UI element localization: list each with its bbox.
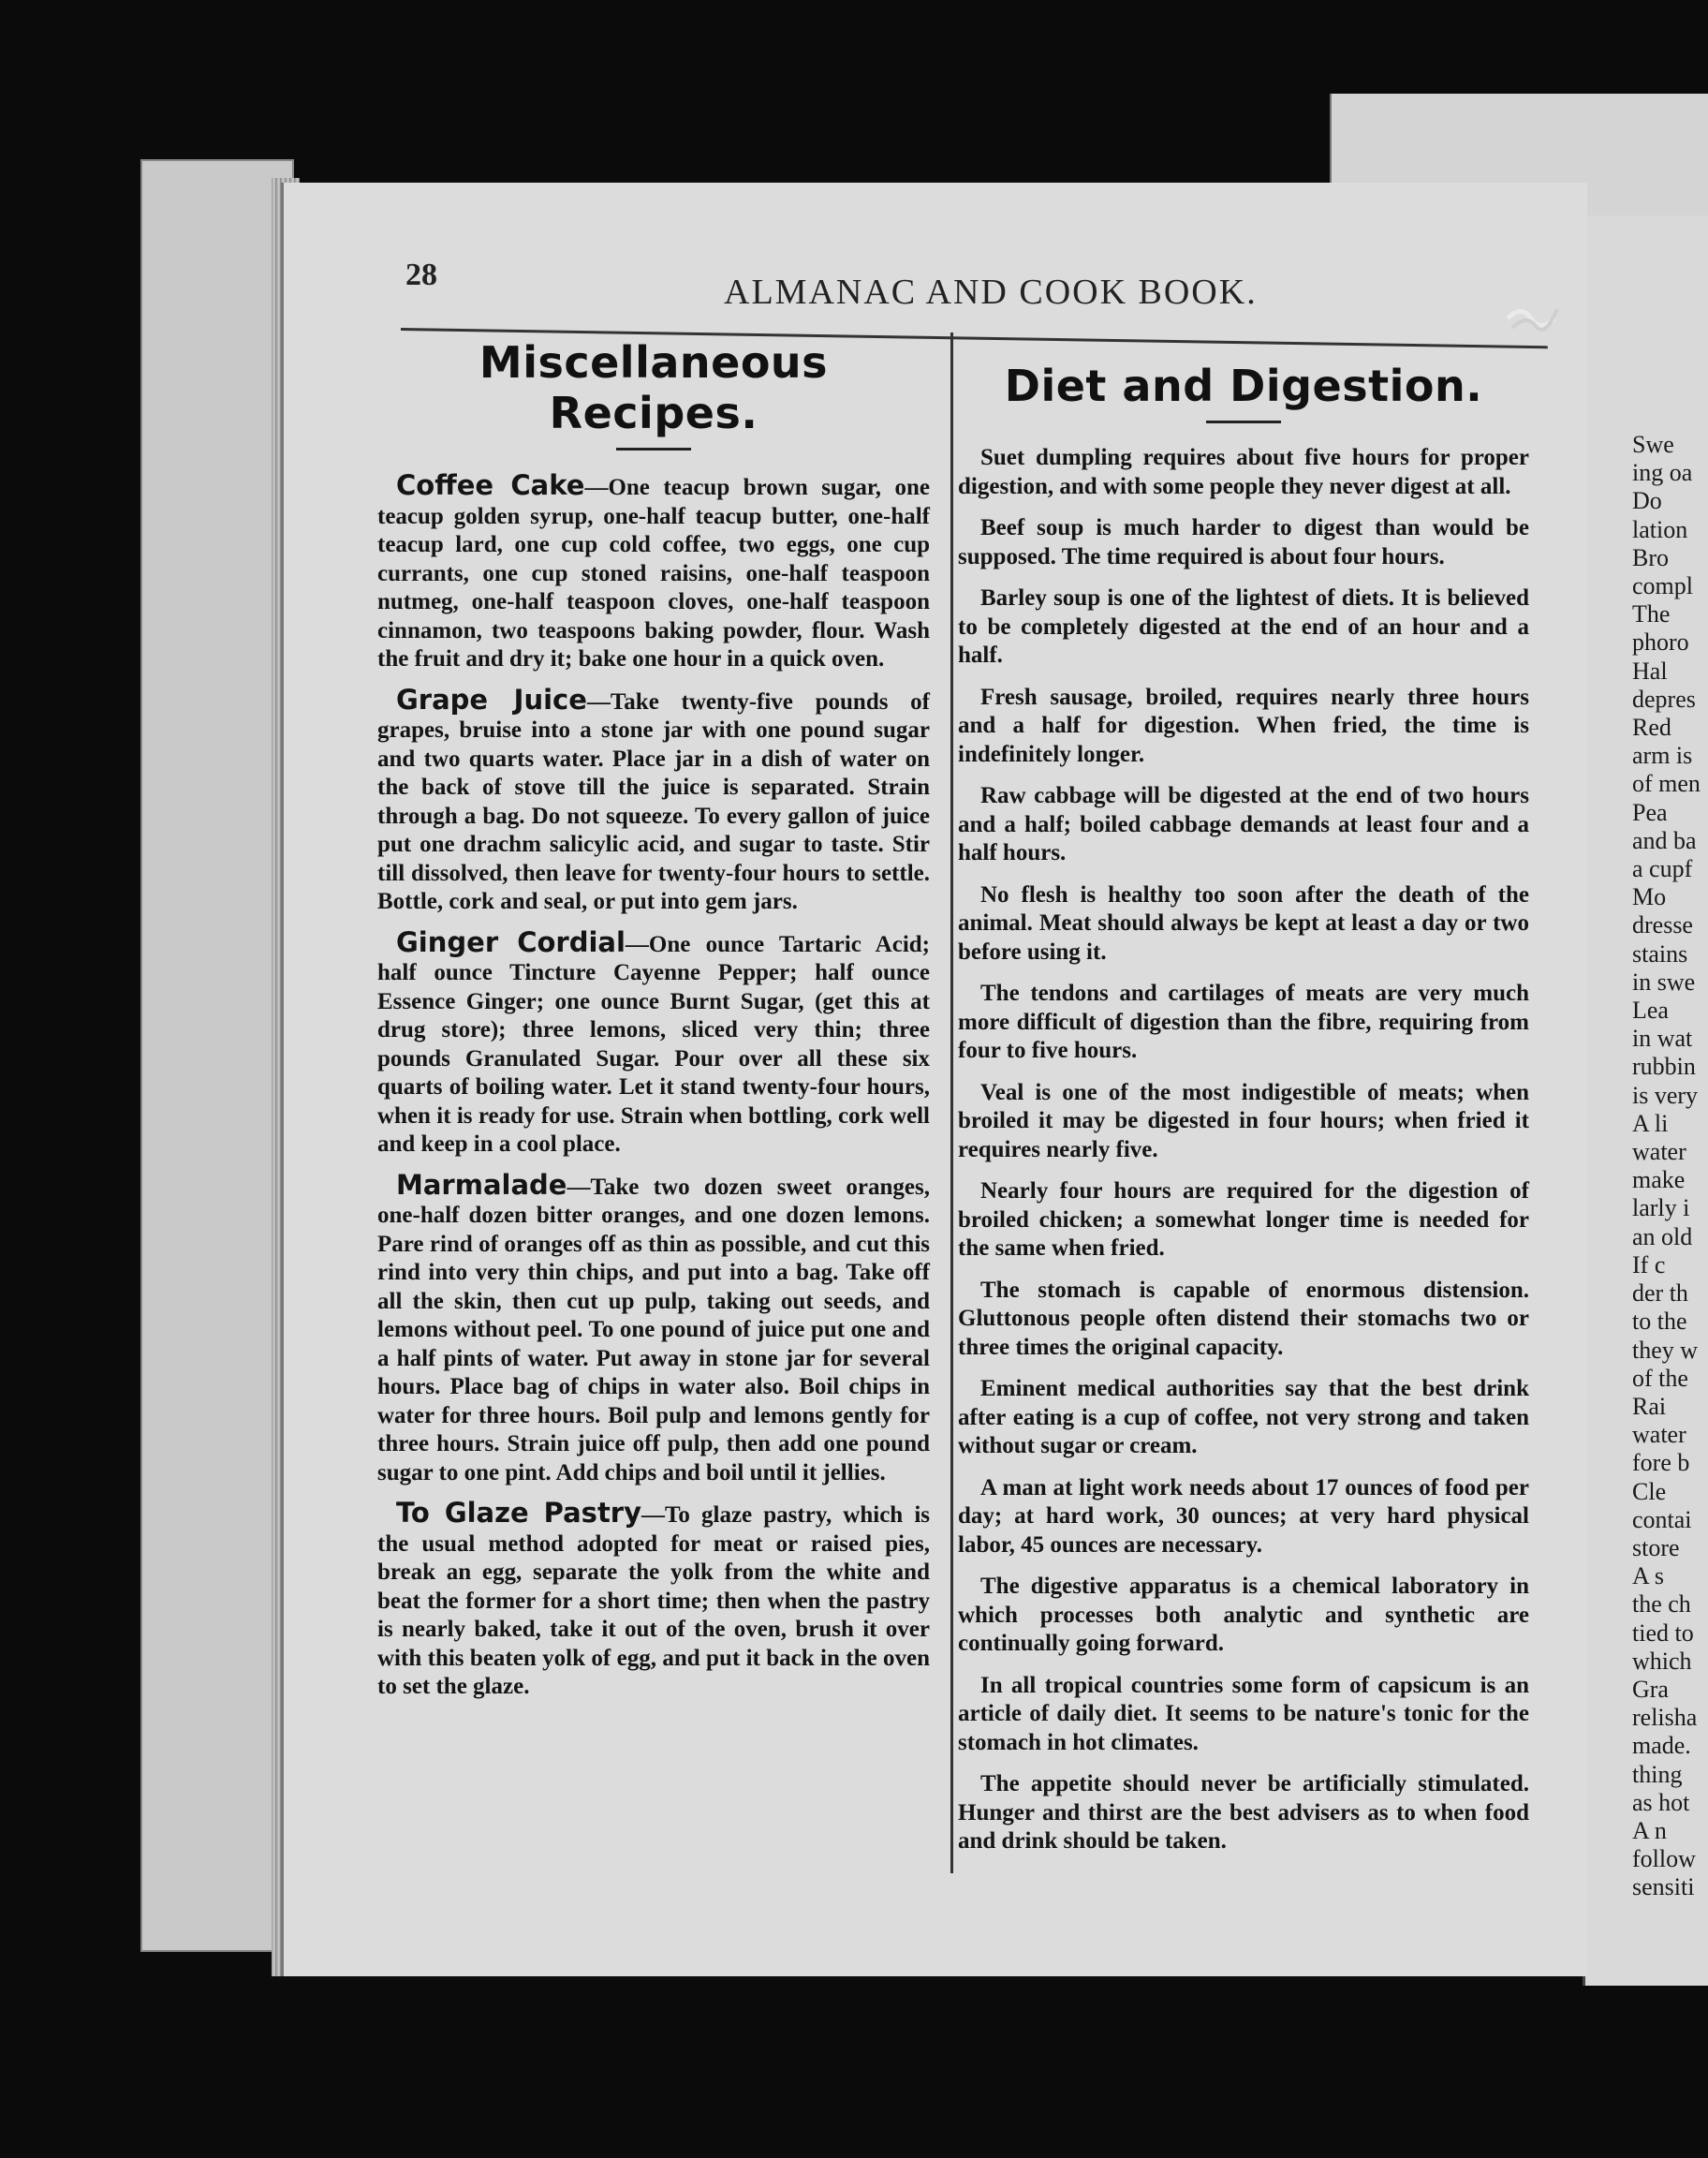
digestion-paragraph: The tendons and cartilages of meats are very much more difficult of digestion than the fibre, requiring from four to five hours. [958,981,1529,1063]
facing-page-line: ing oa [1632,459,1693,487]
facing-page-line: make [1632,1166,1686,1194]
title-rule [616,448,691,451]
facing-page-line: phoro [1632,628,1689,657]
digestion-paragraph: The stomach is capable of enormous distension. Gluttonous people often distend their stomachs two or three times the original capacity. [958,1277,1529,1360]
facing-page-line: der th [1632,1279,1688,1308]
recipe-name: Ginger Cordial [396,925,626,958]
facing-page-line: Red [1632,714,1671,742]
facing-page-line: of men [1632,770,1701,798]
digestion-paragraph: The appetite should never be artificially stimulated. Hunger and thirst are the best advisers as to when food and drink should be taken. [958,1771,1529,1854]
facing-page [1583,215,1708,1986]
facing-page-line: compl [1632,572,1693,600]
facing-page-line: Bro [1632,543,1669,571]
recipe-entry [377,1499,930,1702]
recipe-list [377,471,930,1702]
running-head: ALMANAC AND COOK BOOK. [724,273,1258,312]
facing-page-line: tied to [1632,1618,1694,1647]
facing-page-line: an old [1632,1222,1693,1250]
digestion-paragraph: Eminent medical authorities say that the best drink after eating is a cup of coffee, not very strong and taken without sugar or cream. [958,1376,1529,1458]
facing-page-line: Rai [1632,1392,1667,1420]
facing-page-line: lation [1632,515,1688,543]
facing-page-line: larly i [1632,1194,1690,1222]
facing-page-line: sensiti [1632,1873,1695,1901]
facing-page-line: as hot [1632,1788,1690,1816]
recipe-name: To Glaze Pastry [396,1497,642,1529]
facing-page-line: made. [1632,1732,1691,1760]
recipe-name: Marmalade [396,1168,567,1201]
facing-page-line: A li [1632,1109,1669,1137]
facing-page-line: in swe [1632,968,1696,996]
recipe-entry [377,925,930,1160]
facing-page-line: The [1632,600,1671,628]
facing-page-line: Hal [1632,657,1668,685]
facing-page-line: to the [1632,1308,1687,1336]
facing-page-line: Swe [1632,431,1674,458]
facing-page-line: Pea [1632,798,1668,826]
recipe-text: —To glaze pastry, which is the usual method adopted for meat or raised pies, break an egg, separate the yolk from the white and beat the former for a short time; then when the pastry is nearly baked, take it out of the oven, brush it over with this beaten yolk of egg, and put it back in the oven to set the glaze. [377,1502,930,1699]
digestion-paragraph: Fresh sausage, broiled, requires nearly three hours and a half for digestion. When fried, the time is indefinitely longer. [958,684,1529,767]
facing-page-line: relisha [1632,1704,1698,1732]
recipe-text: —One ounce Tartaric Acid; half ounce Tincture Cayenne Pepper; half ounce Essence Ginger; one ounce Burnt Sugar, (get this at drug store); three lemons, sliced very thin; three pounds Granulated Sugar. Pour over all these six quarts of boiling water. Let it stand twenty-four hours, when it is ready for use. Strain when bottling, cork well and keep in a cool place. [377,931,930,1157]
facing-page-line: a cupf [1632,855,1693,883]
facing-page-line: fore b [1632,1449,1690,1477]
digestion-paragraph: The digestive apparatus is a chemical laboratory in which processes both analytic and synthetic are continually going forward. [958,1574,1529,1656]
facing-page-line: of the [1632,1364,1688,1392]
facing-page-line: thing [1632,1760,1683,1788]
facing-page-line: Lea [1632,997,1669,1025]
facing-page-line: Cle [1632,1477,1667,1505]
right-column [958,361,1529,1870]
title-rule [1206,421,1281,423]
facing-page-line: Gra [1632,1675,1669,1703]
facing-page-line: Mo [1632,883,1667,911]
binding-string-icon [1503,300,1559,337]
digestion-paragraph: A man at light work needs about 17 ounces of food per day; at hard work, 30 ounces; at very hard physical labor, 45 ounces are necessary. [958,1474,1529,1558]
left-column [377,337,930,1713]
section-title-diet: Diet and Digestion. [1004,361,1483,411]
facing-page-line: A s [1632,1562,1664,1590]
digestion-paragraph: Suet dumpling requires about five hours for proper digestion, and with some people they never digest at all. [958,445,1529,499]
facing-page-line: A n [1632,1816,1667,1844]
recipe-name: Grape Juice [396,683,587,716]
facing-page-line: depres [1632,685,1696,713]
recipe-entry [377,471,930,674]
recipe-text: —One teacup brown sugar, one teacup golden syrup, one-half teacup butter, one-half teacup lard, one cup cold coffee, two eggs, one cup currants, one cup stoned raisins, one-half teaspoon nutmeg, one-half teaspoon cloves, one-half teaspoon cinnamon, two teaspoons baking powder, flour. Wash the fruit and dry it; bake one hour in a quick oven. [377,475,930,672]
facing-page-line: arm is [1632,742,1693,770]
facing-page-line: is very [1632,1081,1699,1109]
facing-page-line: water [1632,1138,1686,1166]
facing-page-line: and ba [1632,826,1697,854]
facing-page-line: store [1632,1533,1680,1561]
facing-page-line: water [1632,1421,1686,1449]
facing-page-line: Do [1632,487,1662,515]
facing-page-line: the ch [1632,1590,1691,1618]
digestion-paragraph: Beef soup is much harder to digest than would be supposed. The time required is about four hours. [958,515,1529,569]
facing-page-line: dresse [1632,911,1693,939]
facing-page-line: which [1632,1647,1692,1675]
digestion-paragraph: Veal is one of the most indigestible of meats; when broiled it may be digested in four hours; when fried it requires nearly five. [958,1079,1529,1162]
digestion-paragraph: Raw cabbage will be digested at the end of two hours and a half; boiled cabbage demands at least four and a half hours. [958,783,1529,865]
facing-page-line: stains [1632,939,1688,968]
recipe-text: —Take twenty-five pounds of grapes, bruise into a stone jar with one pound sugar and two quarts water. Place jar in a dish of water on the back of stove till the juice is separated. Strain through a bag. Do not squeeze. To every gallon of juice put one drachm salicylic acid, and sugar to taste. Stir till dissolved, then leave for twenty-four hours to settle. Bottle, cork and seal, or put into gem jars. [377,688,930,914]
recipe-name: Coffee Cake [396,469,585,501]
facing-page-line: follow [1632,1845,1696,1873]
facing-page-line: they w [1632,1336,1699,1364]
section-title-recipes: Miscellaneous Recipes. [479,337,829,438]
digestion-paragraph: Nearly four hours are required for the digestion of broiled chicken; a somewhat longer time is needed for the same when fried. [958,1178,1529,1261]
facing-page-line: If c [1632,1250,1666,1279]
digestion-paragraph: No flesh is healthy too soon after the death of the animal. Meat should always be kept at least a day or two before using it. [958,881,1529,965]
paragraph-list [958,444,1529,1856]
facing-page-line: rubbin [1632,1053,1696,1081]
digestion-paragraph: In all tropical countries some form of capsicum is an article of daily diet. It seems to be nature's tonic for the stomach in hot climates. [958,1672,1529,1755]
column-divider [950,333,953,1873]
facing-page-line: in wat [1632,1025,1693,1053]
digestion-paragraph: Barley soup is one of the lightest of diets. It is believed to be completely digested at the end of an hour and a half. [958,585,1529,668]
recipe-entry [377,683,930,917]
facing-page-line: contai [1632,1505,1692,1533]
book-page [281,183,1587,1976]
recipe-text: —Take two dozen sweet oranges, one-half dozen bitter oranges, and one dozen lemons. Pare rind of oranges off as thin as possible, and cut this rind into very thin chips, and put into a bag. Take off all the skin, then cut up pulp, taking out seeds, and lemons without peel. To one pound of juice put one and a half pints of water. Put away in stone jar for several hours. Place bag of chips in water also. Boil chips in water for three hours. Boil pulp and lemons gently for three hours. Strain juice off pulp, then add one pound sugar to one pint. Add chips and boil until it jellies. [377,1174,930,1485]
recipe-entry [377,1168,930,1488]
facing-page-text [1585,215,1708,1902]
page-number: 28 [405,258,437,292]
